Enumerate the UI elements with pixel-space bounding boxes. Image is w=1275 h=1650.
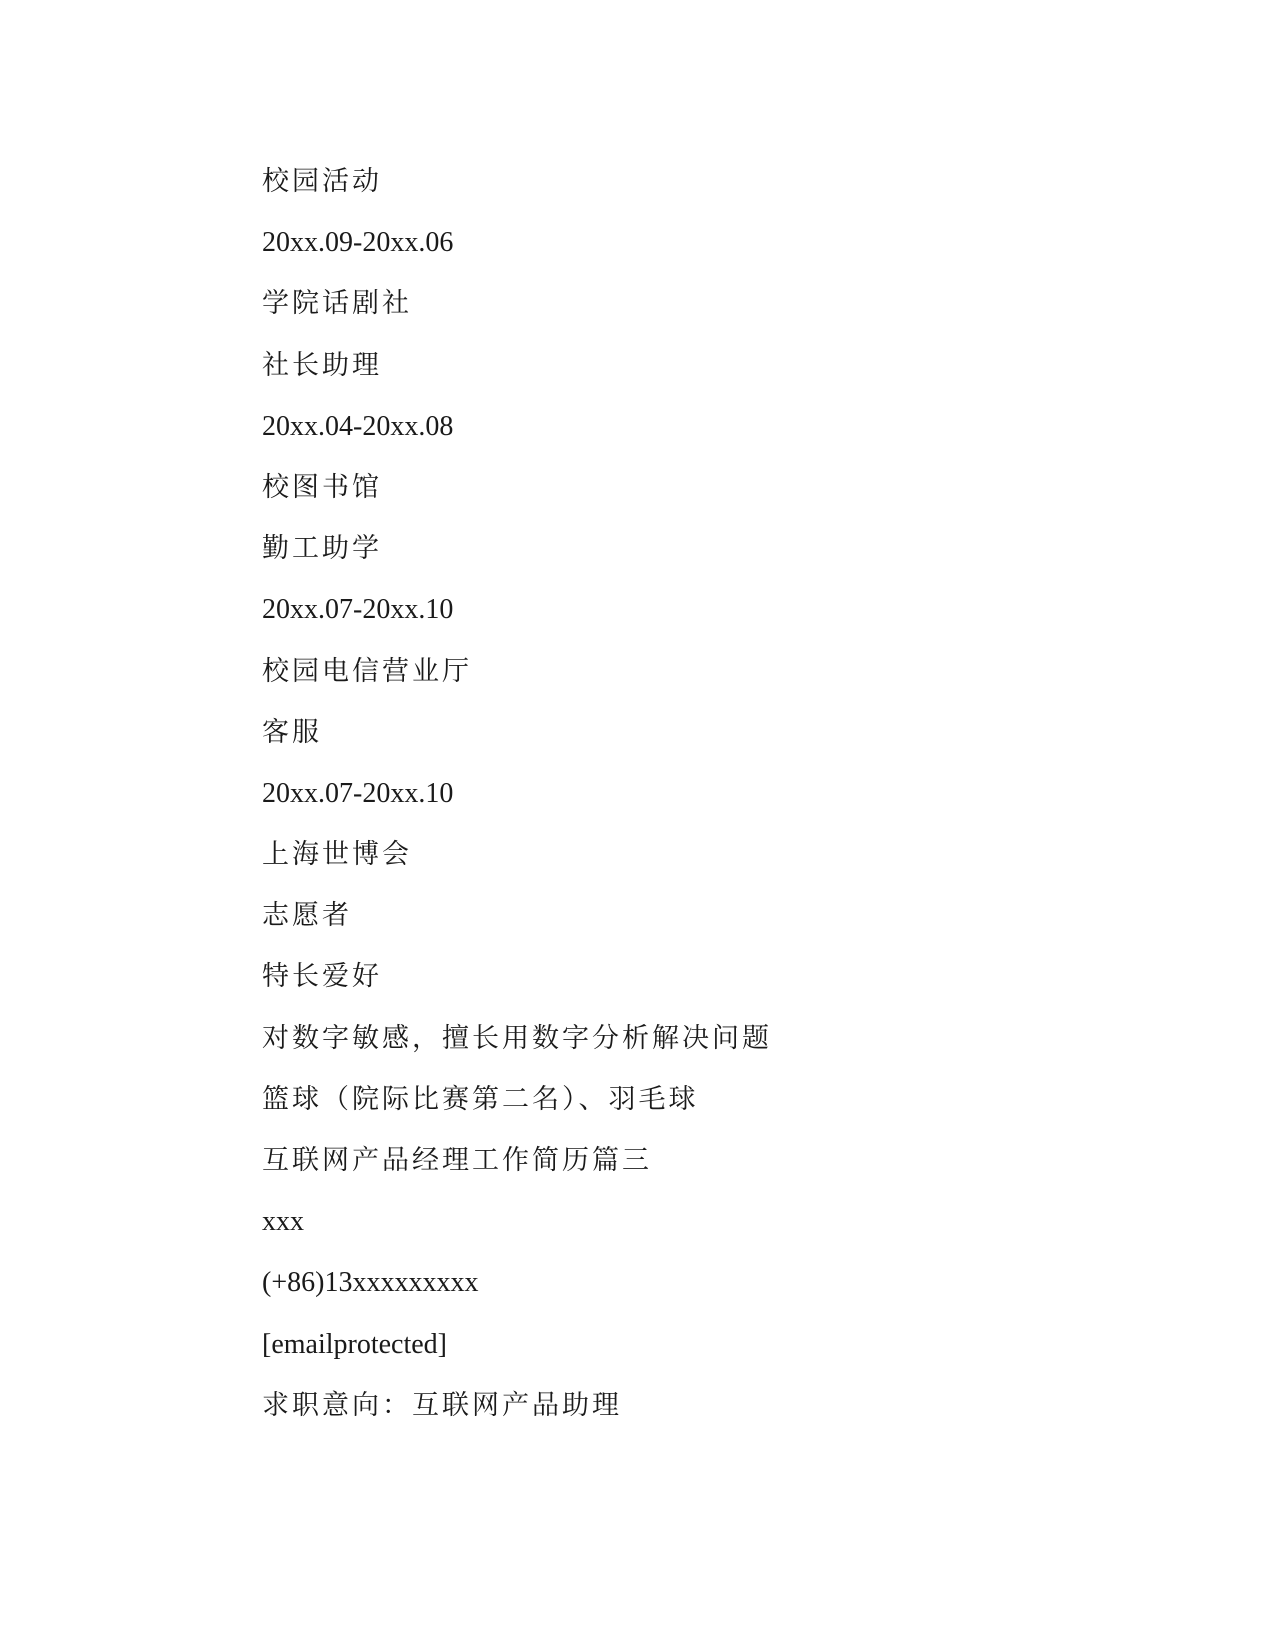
role-title: 志愿者 — [262, 900, 352, 932]
candidate-name: xxx — [262, 1206, 304, 1238]
resume-title: 互联网产品经理工作简历篇三 — [262, 1145, 652, 1176]
phone-number: (+86)13xxxxxxxxx — [262, 1267, 479, 1299]
role-title: 勤工助学 — [262, 533, 382, 565]
hobby-item: 对数字敏感，擅长用数字分析解决问题 — [262, 1022, 772, 1054]
role-title: 社长助理 — [262, 349, 382, 381]
role-title: 客服 — [262, 716, 322, 748]
organization-name: 校园电信营业厅 — [262, 655, 472, 687]
document-body — [262, 162, 1162, 1447]
section-heading-campus-activities: 校园活动 — [262, 166, 382, 197]
email-address: [emailprotected] — [262, 1328, 448, 1360]
job-objective: 求职意向：互联网产品助理 — [262, 1389, 622, 1421]
organization-name: 学院话剧社 — [262, 288, 412, 320]
date-range: 20xx.09-20xx.06 — [262, 227, 454, 259]
date-range: 20xx.07-20xx.10 — [262, 594, 454, 626]
hobby-item: 篮球（院际比赛第二名）、羽毛球 — [262, 1083, 699, 1115]
date-range: 20xx.04-20xx.08 — [262, 410, 454, 442]
organization-name: 校图书馆 — [262, 471, 382, 503]
organization-name: 上海世博会 — [262, 839, 412, 871]
date-range: 20xx.07-20xx.10 — [262, 777, 454, 809]
section-heading-hobbies: 特长爱好 — [262, 961, 382, 993]
